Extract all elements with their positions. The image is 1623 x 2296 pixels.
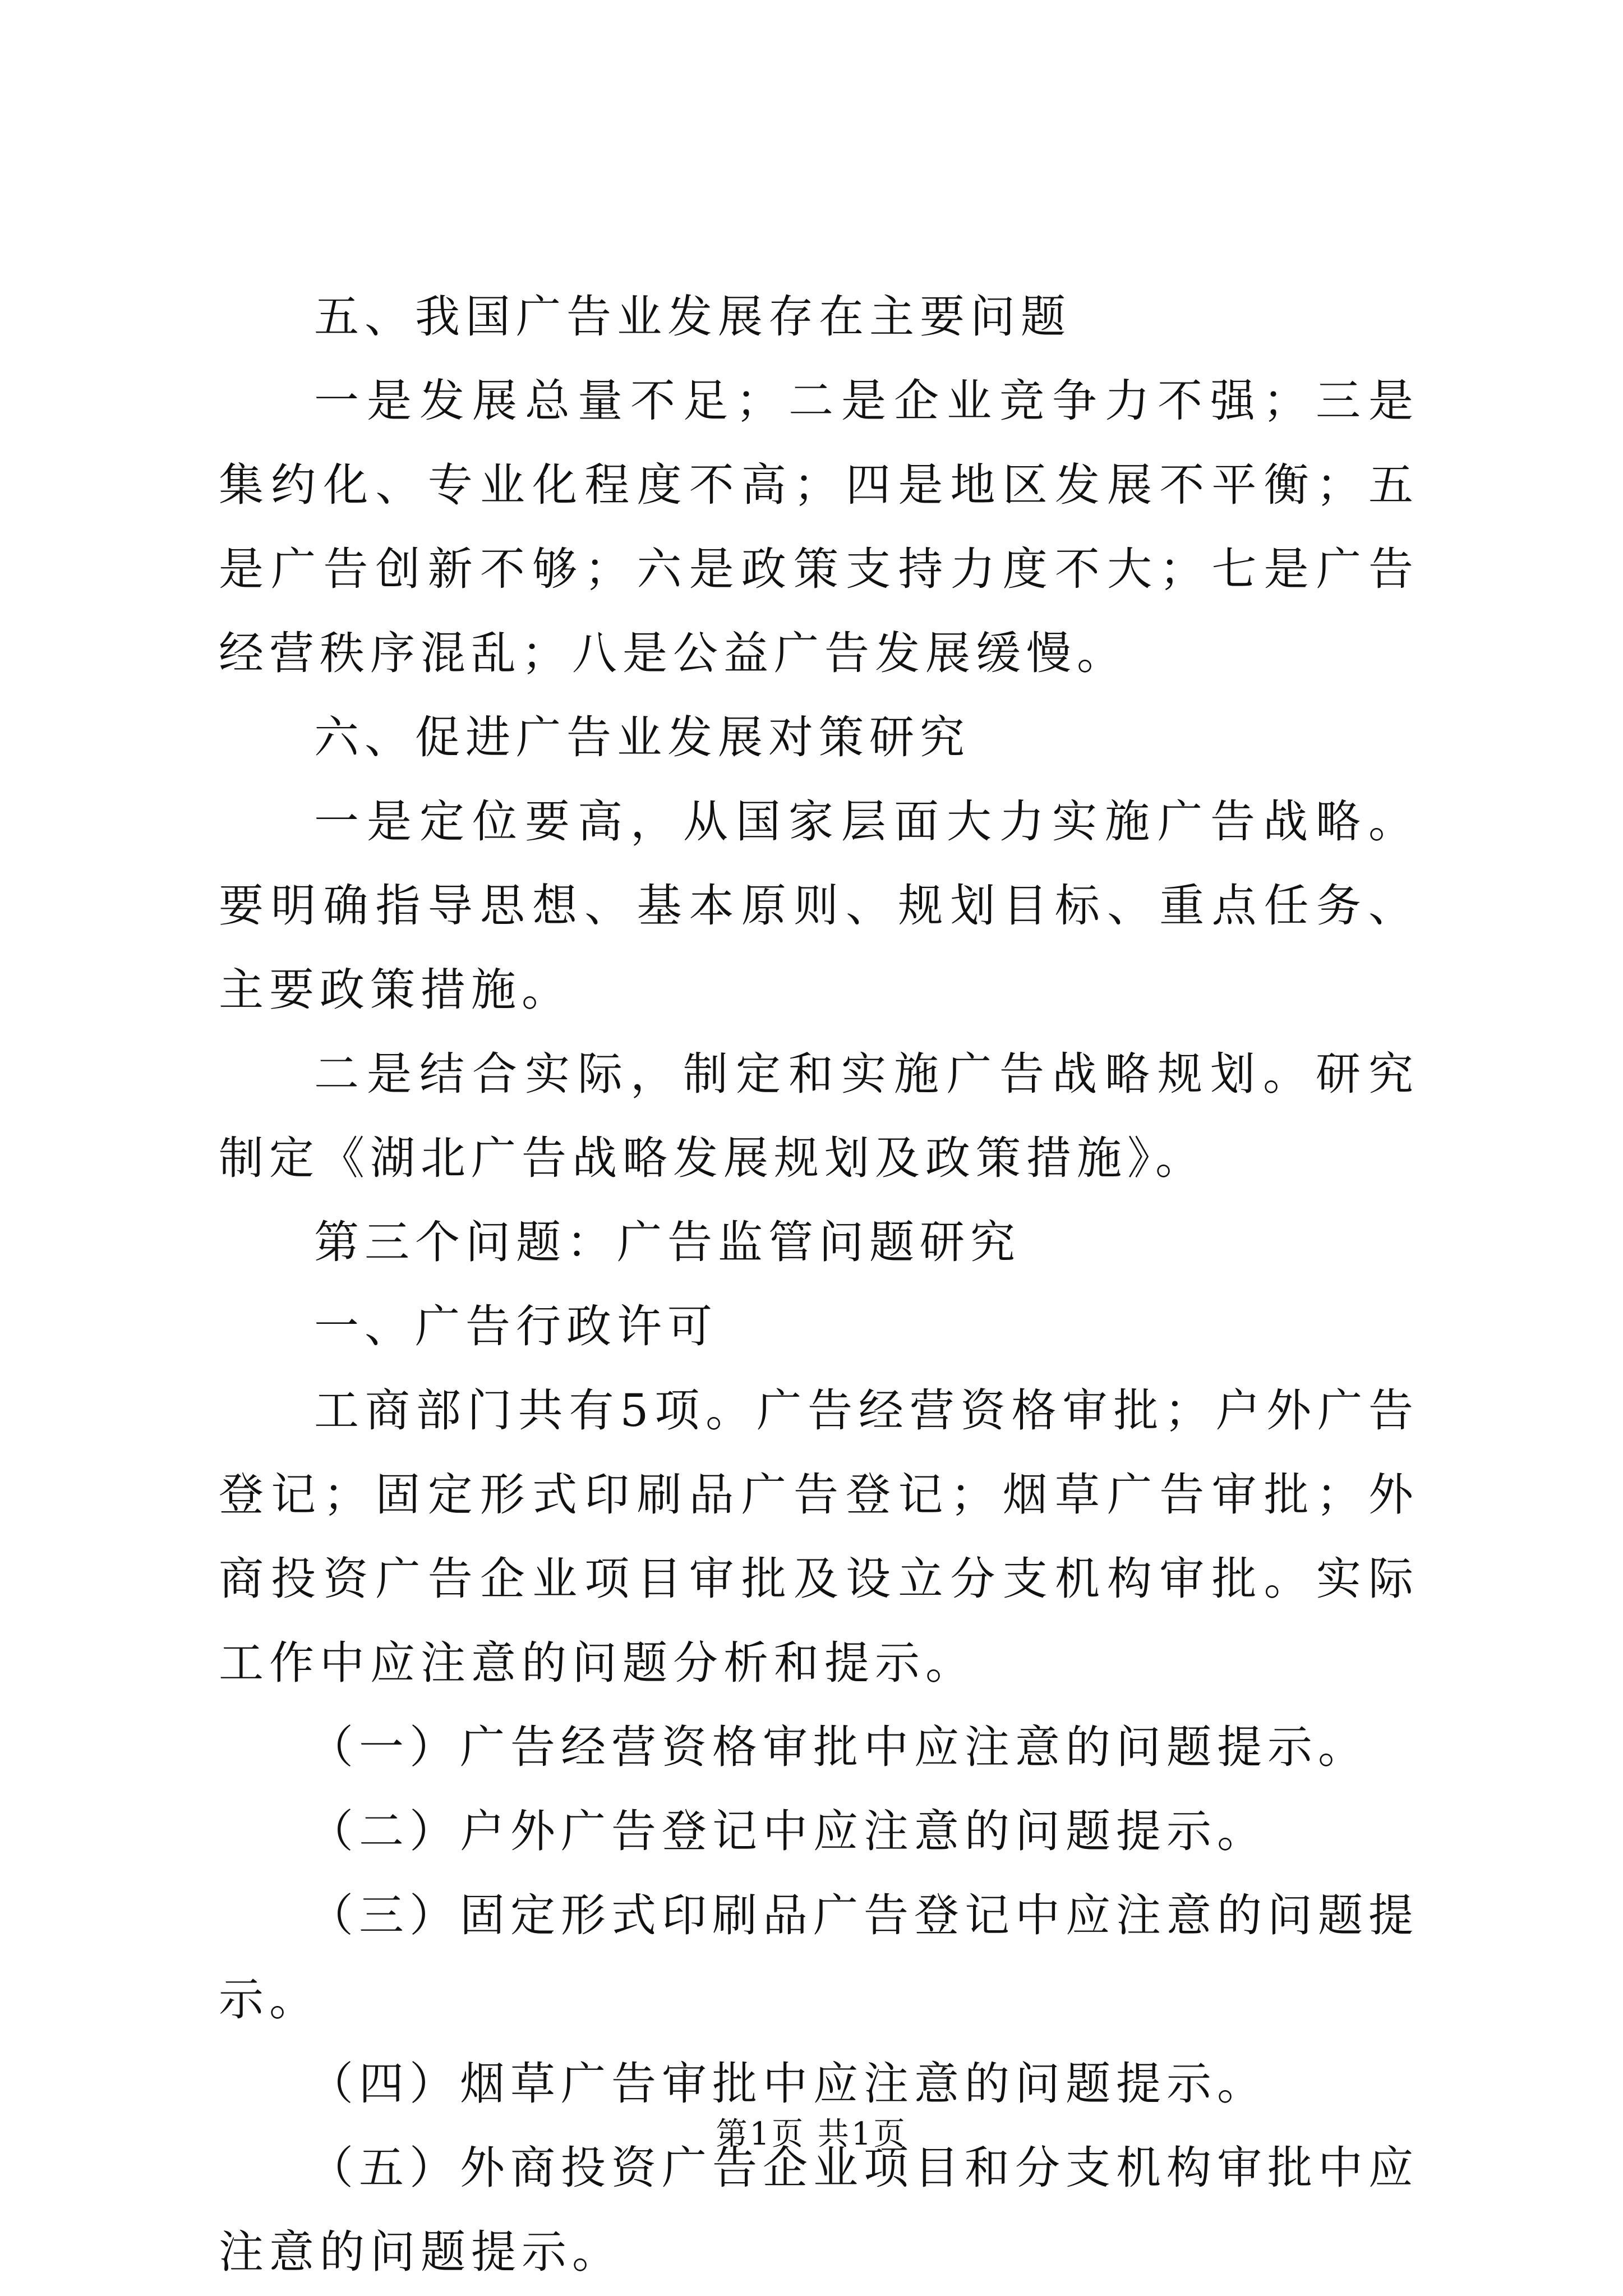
list-item-1: （一）广告经营资格审批中应注意的问题提示。 (308, 1721, 1368, 1773)
section-heading-countermeasures: 六、促进广告业发展对策研究 (314, 711, 970, 763)
paragraph-problems-list: 一是发展总量不足；二是企业竞争力不强；三是集约化、专业化程度不高；四是地区发展不平衡；五是广告创新不够；六是政策支持力度不大；七是广告经营秩序混乱；八是公益广告发展缓慢。 (219, 375, 1419, 679)
list-item-5: （五）外商投资广告企业项目和分支机构审批中应注意的问题提示。 (219, 2142, 1419, 2278)
section-heading-admin-license: 一、广告行政许可 (314, 1300, 718, 1352)
page-number: 第1页 共1页 (716, 2116, 907, 2152)
paragraph-license-items: 工商部门共有5项。广告经营资格审批；户外广告登记；固定形式印刷品广告登记；烟草广告审批；外商投资广告企业项目审批及设立分支机构审批。实际工作中应注意的问题分析和提示。 (219, 1384, 1419, 1689)
paragraph-countermeasure-2: 二是结合实际，制定和实施广告战略规划。研究制定《湖北广告战略发展规划及政策措施》。 (219, 1048, 1419, 1184)
list-item-4: （四）烟草广告审批中应注意的问题提示。 (308, 2058, 1267, 2110)
list-item-3: （三）固定形式印刷品广告登记中应注意的问题提示。 (219, 1889, 1419, 2026)
document-body (219, 275, 1419, 2294)
section-heading-third-question: 第三个问题：广告监管问题研究 (314, 1216, 1021, 1268)
paragraph-countermeasure-1: 一是定位要高，从国家层面大力实施广告战略。要明确指导思想、基本原则、规划目标、重点任务、主要政策措施。 (219, 795, 1419, 1016)
section-heading-problems: 五、我国广告业发展存在主要问题 (314, 291, 1071, 343)
page-footer (0, 2109, 1623, 2154)
list-item-2: （二）户外广告登记中应注意的问题提示。 (308, 1805, 1267, 1857)
